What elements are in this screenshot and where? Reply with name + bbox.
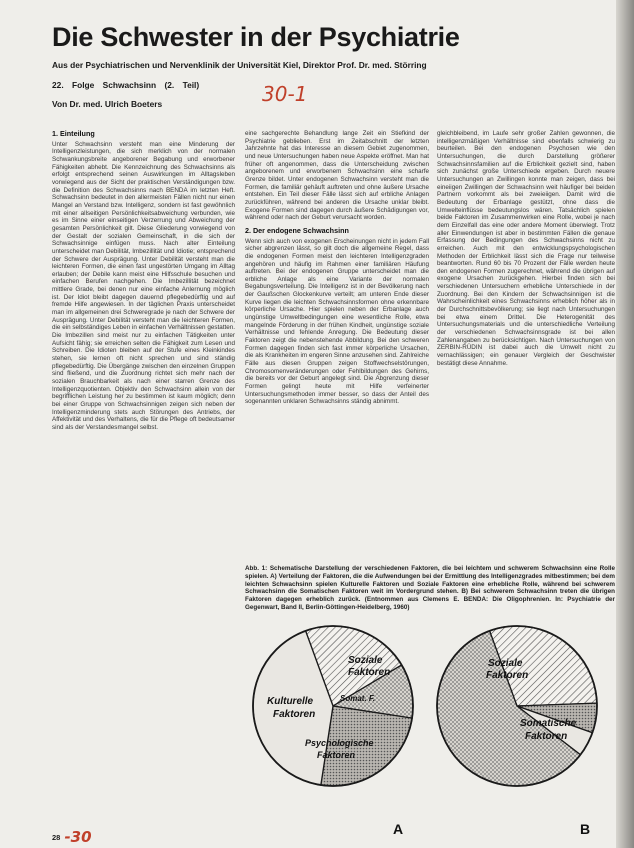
text-column-1 [52, 130, 235, 818]
article-title: Die Schwester in der Psychiatrie [52, 22, 460, 52]
body-text-col2b: Wenn sich auch von exogenen Erscheinungen nicht in jedem Fall sicher abgrenzen lässt, so gilt doch die allgemeine Regel, dass die endogenen Formen meist den leichteren Intelligenzgraden angehören und häufig im Rahmen einer familiären Häufung auftreten. Bei der endogenen Gruppe unterscheidet man die erbliche Anlage als eine Variante der normalen Begabungsverteilung. Die Intelligenz ist in der Bevölkerung nach der Gaußschen Glockenkurve verteilt; am unteren Ende dieser Kurve liegen die leichten Schwachsinnsformen ohne erkennbare körperliche Ursache. Hier spielen neben der Erbanlage auch ungünstige Umweltbedingungen eine wesentliche Rolle, etwa mangelnde Förderung in der frühen Kindheit, ungünstige soziale Verhältnisse und fehlende Anregung. Die Bedeutung dieser Faktoren zeigt die nebenstehende Abbildung. Bei den schweren Formen dagegen finden sich fast immer körperliche Ursachen, die als Krankheiten im engeren Sinne anzusehen sind. Zahlreiche Fälle aus diesen Gruppen zeigen Stoffwechselstörungen, Chromosomenveränderungen oder Fehlbildungen des Gehirns, die bereits vor der Geburt angelegt sind. Die Abgrenzung dieser Formen gelingt heute mit Hilfe verfeinerter Untersuchungsmethoden immer besser, so dass der Anteil des sogenannten unklaren Schwachsinns ständig abnimmt. [245, 237, 429, 406]
pie-b-letter: B [580, 821, 591, 837]
figure-caption: Abb. 1: Schematische Darstellung der verschiedenen Faktoren, die bei leichtem und schwerem Schwachsinn eine Rolle spielen. A) Verteilung der Faktoren, die die Aufwendungen bei der Ermittlung des Intelligenzgrades mitbestimmen; bei dem leichten Schwachsinn spielen Kulturelle Faktoren und Soziale Faktoren eine erhebliche Rolle, während bei schwerem Schwachsinn die Somatischen Faktoren weit im Vordergrund stehen. B) Bei schwerem Schwachsinn treten die übrigen Faktoren dagegen erheblich zurück. (Entnommen aus Clemens E. BENDA: Die Oligophrenien. In: Psychiatrie der Gegenwart, Band II, Berlin-Göttingen-Heidelberg, 1960) [245, 565, 615, 611]
handwritten-page-annotation: -30 [64, 828, 92, 846]
handwritten-annotation: 30-1 [262, 82, 308, 106]
label-b-social-1: Soziale [488, 658, 523, 669]
label-b-social-2: Faktoren [486, 670, 529, 681]
label-a-psych-2: Faktoren [317, 750, 356, 760]
institution-line: Aus der Psychiatrischen und Nervenklinik der Universität Kiel, Direktor Prof. Dr. med. Störring [52, 60, 427, 70]
label-b-somatic-2: Faktoren [525, 731, 568, 742]
page-number [52, 826, 90, 844]
text-column-3 [437, 130, 615, 560]
section-heading-2: 2. Der endogene Schwachsinn [245, 225, 349, 235]
page-edge-shadow [616, 0, 634, 848]
label-a-social-2: Faktoren [348, 667, 391, 678]
label-a-cultural-2: Faktoren [273, 709, 316, 720]
figure-pie-charts [245, 618, 615, 843]
label-b-somatic-1: Somatische [520, 718, 577, 729]
section-heading-1: 1. Einteilung [52, 130, 95, 138]
pie-a-letter: A [393, 821, 404, 837]
pie-chart-b [437, 626, 597, 786]
label-a-somatic: Somat. F. [340, 694, 376, 703]
label-a-cultural-1: Kulturelle [267, 696, 314, 707]
pie-diagram [245, 618, 615, 843]
body-text-col3: gleichbleibend, im Laufe sehr großer Zahlen gewonnen, die intelligenzmäßigen Verhältnisse sind ebenfalls schwierig zu beurteilen. Bei den endogenen Psychosen wie den Untersuchungen, die durch Darstellung größerer Schwachsinnsfamilien auf die Erblichkeit gezielt sind, haben sich zunächst große Unterschiede ergeben. Durch neuere Untersuchungen an Zwillingen konnte man zeigen, dass bei eineiigen Zwillingen der Schwachsinn weit häufiger bei beiden Partnern vorkommt als bei zweieiigen. Damit wird die Bedeutung der Erbanlage gestützt, ohne dass die Umwelteinflüsse bedeutungslos wären. Tatsächlich spielen beide Faktoren im Zusammenwirken eine Rolle, wobei je nach dem Einzelfall das eine oder andere Moment überwiegt. Trotz aller Einwendungen ist aber in bestimmten Fällen die genaue Erfassung der Bedingungen des Schwachsinns nicht zu erreichen. Auch mit den entwicklungspsychologischen Methoden der Erblichkeit lässt sich die Frage nur teilweise beantworten. Rund 60 bis 70 Prozent der Fälle werden heute den endogenen Formen zugerechnet, während die übrigen auf exogene Ursachen zurückgehen. Hierbei finden sich bei verschiedenen Untersuchern erhebliche Unterschiede in der Zuordnung. Bei den Kindern der Schwachsinnigen ist die Wahrscheinlichkeit eines Schwachsinns erheblich höher als in der Durchschnittsbevölkerung; sie liegt nach Untersuchungen bei etwa einem Drittel. Die Heterogenität des Untersuchungsmaterials und die unterschiedliche Verteilung der verschiedenen Schwachsinnsgrade ist bei allen Zahlenangaben zu berücksichtigen. Nach Untersuchungen von ZERBIN-RÜDIN ist dabei auch die Umwelt nicht zu vernachlässigen; ein genauer Vergleich der Geschwister bestätigt diese Annahme. [437, 130, 615, 367]
text-column-2 [245, 130, 429, 560]
label-a-psych-1: Psychologische [305, 738, 374, 748]
label-a-social-1: Soziale [348, 655, 383, 666]
author-line: Von Dr. med. Ulrich Boeters [52, 99, 163, 109]
body-text-col2a: eine sachgerechte Behandlung lange Zeit ein Stiefkind der Psychiatrie geblieben. Erst im Zeitabschnitt der letzten Jahrzehnte hat das Interesse an diesem Gebiet zugenommen, und neue Untersuchungen haben neue Aspekte eröffnet. Man hat früher oft angenommen, dass die Unterscheidung zwischen angeborenem und erworbenem Schwachsinn eine scharfe Grenze bildet. Unter endogenen Schwachsinn versteht man die Formen, die familiär gehäuft auftreten und ohne äußere Ursache entstehen. Ein Teil dieser Fälle lässt sich auf erbliche Anlagen zurückführen, während bei anderen die Ursache unklar bleibt. Exogene Formen sind dagegen durch äußere Schädigungen vor, während oder nach der Geburt verursacht worden. [245, 130, 429, 222]
page-number-value: 28 [52, 833, 61, 842]
series-line: 22. Folge Schwachsinn (2. Teil) [52, 80, 200, 90]
body-text-col1: Unter Schwachsinn versteht man eine Minderung der Intelligenzleistungen, die sich merklich von der normalen Schwankungsbreite angeborener Begabung und erworbener Fähigkeiten abhebt. Die Kennzeichnung des Schwachsinns als erfolgt entsprechend seinen Auswirkungen im Alltagsleben vorwiegend aus der Sicht der praktischen Verständigungen bzw. die Definition des Schwachsinns nach BENDA im letzten Heft. Schwachsinn bedeutet in den allermeisten Fällen nicht nur einen Mangel an Verstand bzw. Intelligenz, sondern ist fast gewöhnlich mit einer allseitigen Persönlichkeitsabweichung verbunden, wie es im Sinne einer einseitigen Verzerrung und Abweichung der gesamten Persönlichkeit gilt. Diese Gliederung vorwiegend von der Gestalt der sozialen Gemeinschaft, in die sich der Schwachsinnige einfügen muss. Nach alter Einteilung unterscheidet man Debilität, Imbezillität und Idiotie; entsprechend der Schwere der Ausprägung. Unter Debilität versteht man die leichteren Formen, die einen fast ungestörten Umgang im Alltag erlauben; der Debile kann meist eine Hilfsschule besuchen und einfachen Berufen nachgehen. Die Imbezillität bezeichnet mittlere Grade, bei denen nur eine einfache Anlernung möglich ist. Der Idiot bleibt dagegen dauernd pflegebedürftig und auf fremde Hilfe angewiesen. In der täglichen Praxis unterscheidet man im allgemeinen drei Schweregrade je nach der Schwere der Ausprägung. Unter Debilität versteht man die leichteren Formen, die ein selbständiges Leben in einfachen Verhältnissen gestatten. Die Imbezillen sind meist nur zu einfachen Tätigkeiten unter Aufsicht fähig; sie erreichen selten die Fähigkeit zum Lesen und Schreiben. Die Idioten bleiben auf der Stufe eines Kleinkindes stehen, sie lernen oft nicht sprechen und sind ständig pflegebedürftig. Die Übergänge zwischen den einzelnen Gruppen sind fließend, und die Zuordnung richtet sich mehr nach der sozialen Brauchbarkeit als nach einer starren Grenze des Intelligenzquotienten. Objektiv den Schwachsinn allein von der begrifflichen Leistung her zu bestimmen ist kaum möglich; denn bei einer Gruppe von Schwachsinnigen zeigen sich neben der Intelligenzminderung stets auch Störungen des Antriebs, der Affektivität und des Verhaltens, die für die Pflege oft bedeutsamer sind als der Verstandesmangel selbst. [52, 140, 235, 431]
